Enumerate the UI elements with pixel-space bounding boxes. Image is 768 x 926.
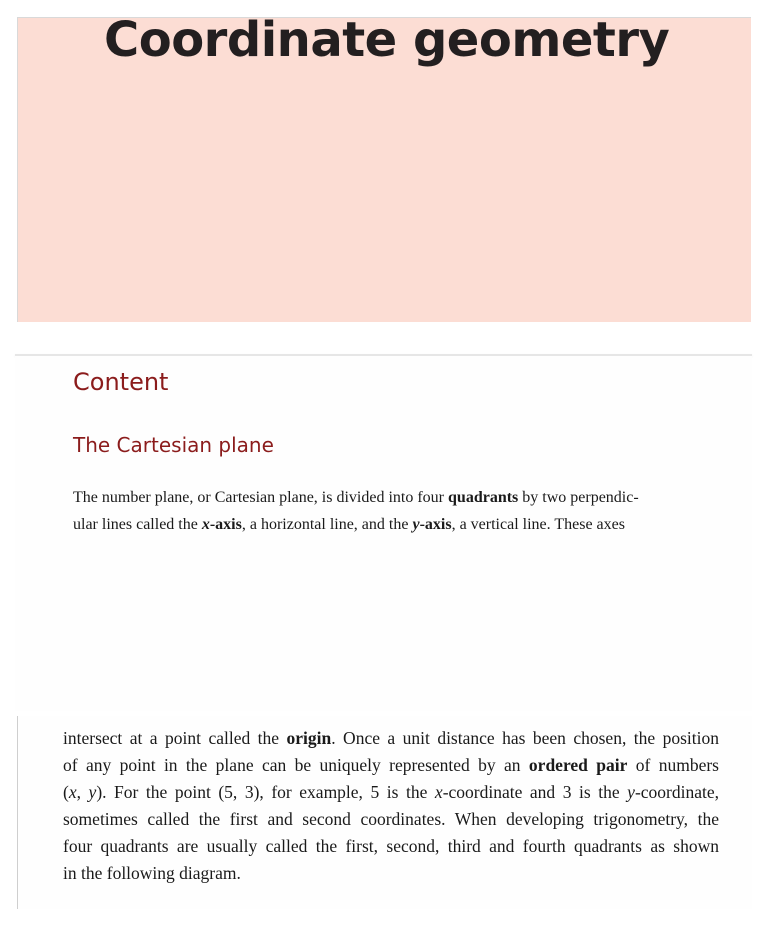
term-y-axis: y-axis xyxy=(412,516,452,533)
term-quadrants: quadrants xyxy=(448,489,519,506)
paragraph-line: in the following diagram. xyxy=(63,863,241,883)
term-ordered-pair: ordered pair xyxy=(528,755,628,775)
paragraph-line: The number plane, or Cartesian plane, is divided into four quadrants by two perpendic- xyxy=(73,489,639,506)
paragraph-line: ular lines called the x-axis, a horizontal line, and the y-axis, a vertical line. These axes xyxy=(73,516,625,533)
paragraph-line: four quadrants are usually called the first, second, third and fourth quadrants as shown xyxy=(63,836,719,856)
paragraph-line: sometimes called the first and second coordinates. When developing trigonometry, the xyxy=(63,809,719,829)
term-origin: origin xyxy=(286,728,332,748)
paragraph-continuation xyxy=(63,725,719,887)
title-banner xyxy=(17,12,751,322)
content-page[interactable] xyxy=(15,356,752,711)
paragraph-line: of any point in the plane can be uniquely represented by an ordered pair of numbers xyxy=(63,755,719,775)
term-x-axis: x-axis xyxy=(201,516,242,533)
continuation-page[interactable] xyxy=(17,716,752,909)
section-heading-content: Content xyxy=(73,368,169,396)
document-title: Coordinate geometry xyxy=(104,12,670,68)
subsection-heading-cartesian-plane: The Cartesian plane xyxy=(73,433,274,457)
paragraph-line: intersect at a point called the origin. Once a unit distance has been chosen, the position xyxy=(63,728,719,748)
paragraph-line: (x, y). For the point (5, 3), for example, 5 is the x-coordinate and 3 is the y-coordinate, xyxy=(63,782,719,802)
paragraph-intro xyxy=(73,484,693,538)
